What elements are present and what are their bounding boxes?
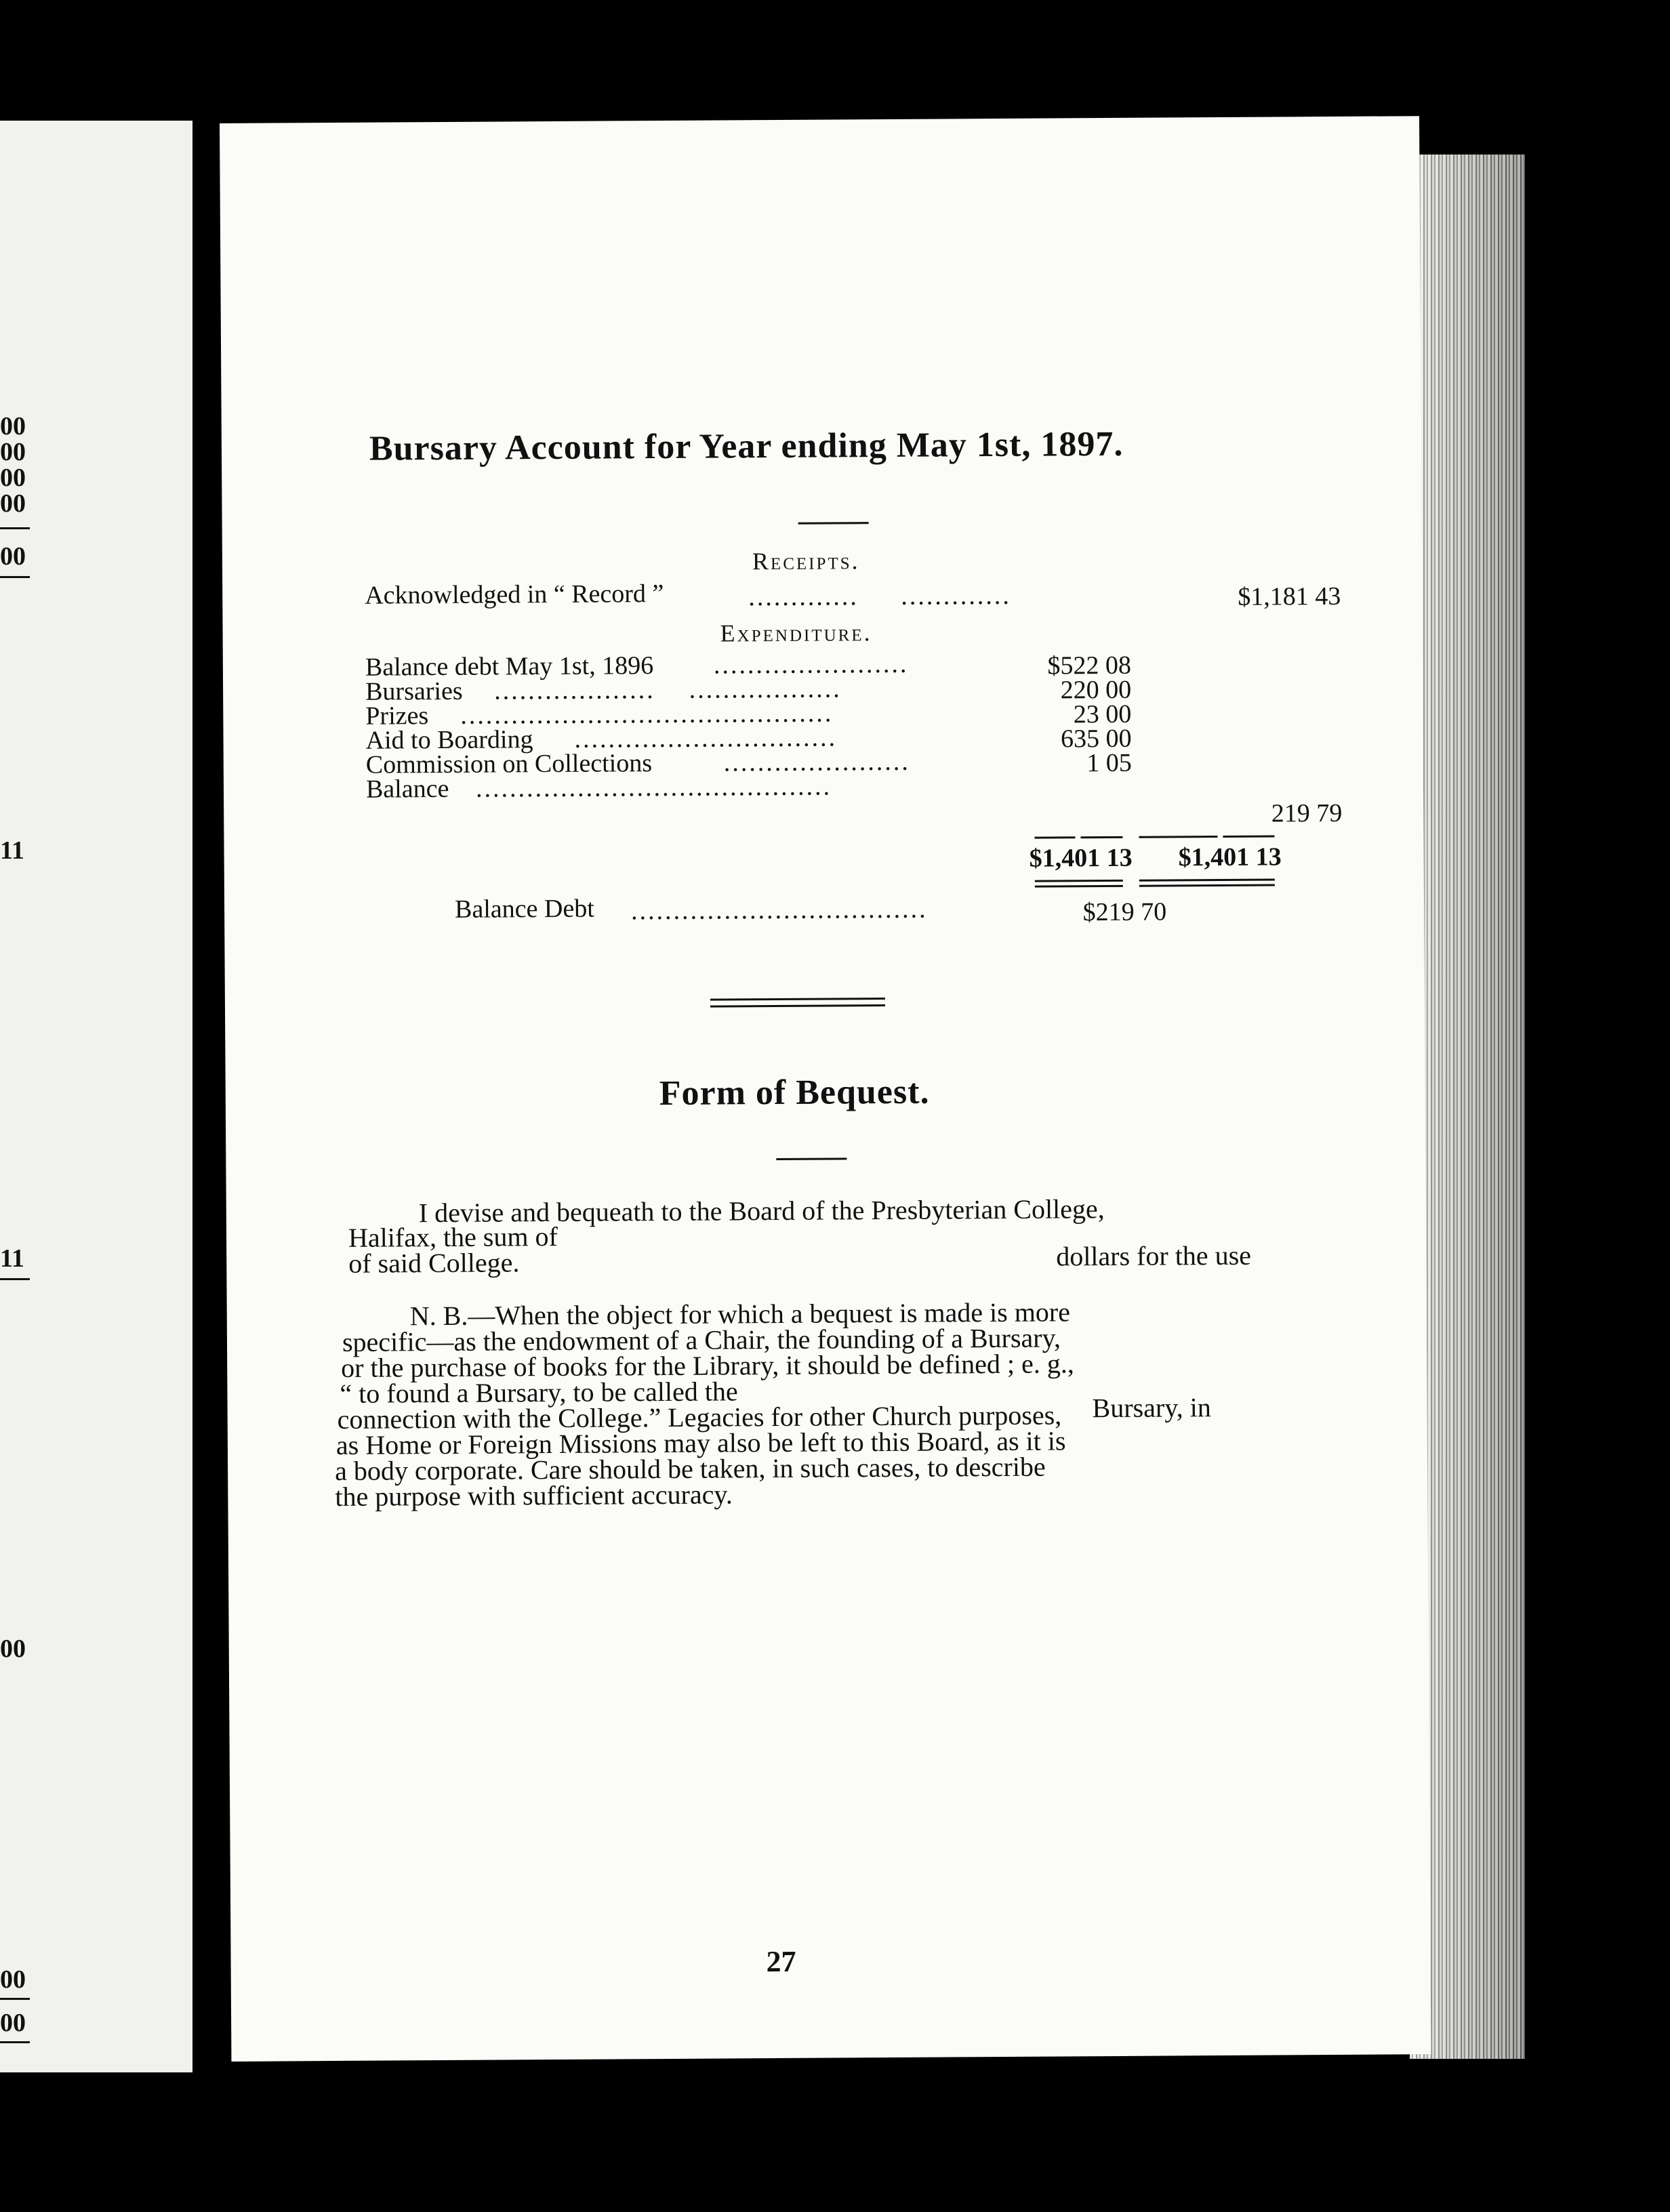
double-rule (1035, 885, 1123, 888)
expenditure-amount: 1 05 (1086, 748, 1132, 778)
left-page-number: 00 (0, 1635, 26, 1663)
leader-dots: ............. ............. (748, 581, 1011, 612)
left-page-number: 00 (0, 489, 26, 518)
expenditure-amount: 635 00 (1060, 724, 1132, 754)
balance-amount: 219 79 (1271, 798, 1343, 828)
total-right: $1,401 13 (1178, 842, 1282, 872)
expenditure-amount: $522 08 (1047, 651, 1132, 680)
note-text-line: N. B.—When the object for which a bequest is made is more (409, 1296, 1071, 1332)
left-page-number: 00 (0, 412, 26, 441)
total-rule (1034, 836, 1075, 838)
expenditure-label: Balance debt May 1st, 1896 (365, 651, 654, 682)
leader-dots: ...................... (723, 747, 910, 777)
total-rule (1139, 836, 1217, 838)
title-rule (798, 522, 869, 525)
receipts-amount: $1,181 43 (1238, 581, 1341, 611)
expenditure-label: Prizes (365, 701, 429, 731)
total-rule (1080, 836, 1122, 838)
expenditure-label: Balance (365, 774, 449, 804)
left-page-rule (0, 576, 30, 578)
double-rule (1139, 879, 1275, 882)
note-text-line: a body corporate. Care should be taken, in such cases, to describe (335, 1451, 1046, 1486)
left-page-number: 11 (0, 1244, 24, 1273)
left-page-number: 00 (0, 2009, 26, 2037)
bequest-text-line: of said College. (348, 1247, 520, 1279)
total-rule (1223, 836, 1274, 838)
left-page-rule (0, 527, 30, 529)
left-page-rule (0, 1998, 30, 2000)
account-title: Bursary Account for Year ending May 1st, 1897. (369, 424, 1124, 468)
left-page-rule (0, 2041, 30, 2043)
expenditure-heading: Expenditure. (720, 619, 872, 647)
expenditure-label: Bursaries (365, 676, 463, 706)
leader-dots: ....................... (713, 649, 909, 680)
note-text-line: the purpose with sufficient accuracy. (335, 1479, 733, 1512)
section-rule (710, 1004, 885, 1008)
left-page-number: 00 (0, 464, 26, 492)
document-page (220, 116, 1431, 2062)
note-text-line: “ to found a Bursary, to be called the (340, 1376, 738, 1409)
note-text-line: connection with the College.” Legacies for other Church purposes, (337, 1399, 1062, 1435)
balance-debt-label: Balance Debt (454, 894, 594, 924)
leader-dots: ............................................ (460, 699, 834, 730)
balance-debt-amount: $219 70 (1082, 897, 1167, 927)
bequest-text-line: dollars for the use (1056, 1240, 1252, 1272)
left-page-number: 00 (0, 1965, 26, 1994)
left-page-number: 00 (0, 542, 26, 571)
note-text-line: specific—as the endowment of a Chair, the founding of a Bursary, (342, 1322, 1061, 1357)
receipts-line-label: Acknowledged in “ Record ” (365, 579, 664, 610)
leader-dots: ................... .................. (493, 674, 842, 705)
expenditure-amount: 220 00 (1060, 675, 1132, 705)
bequest-text-line: Halifax, the sum of (348, 1221, 558, 1253)
left-page-rule (0, 1278, 30, 1280)
double-rule (1035, 880, 1123, 882)
bequest-text-line: I devise and bequeath to the Board of the Presbyterian College, (418, 1193, 1105, 1229)
left-page-number: 11 (0, 836, 24, 865)
expenditure-label: Commission on Collections (365, 749, 653, 779)
bequest-title: Form of Bequest. (659, 1072, 930, 1113)
receipts-heading: Receipts. (752, 547, 860, 575)
note-text-line: or the purchase of books for the Library, it should be defined ; e. g., (341, 1348, 1074, 1383)
left-page-fragment (0, 121, 192, 2072)
section-rule (710, 998, 885, 1001)
bequest-title-rule (776, 1158, 847, 1160)
expenditure-label: Aid to Boarding (365, 725, 533, 755)
leader-dots: ............................... (574, 723, 838, 754)
note-text-line: as Home or Foreign Missions may also be left to this Board, as it is (335, 1425, 1066, 1460)
leader-dots: .......................................... (475, 772, 832, 803)
left-page-number: 00 (0, 438, 26, 466)
expenditure-amount: 23 00 (1073, 699, 1132, 729)
total-left: $1,401 13 (1029, 843, 1133, 873)
double-rule (1139, 884, 1275, 887)
page-number: 27 (766, 1944, 796, 1979)
note-text-line: Bursary, in (1092, 1392, 1211, 1424)
leader-dots: ................................... (630, 895, 928, 926)
